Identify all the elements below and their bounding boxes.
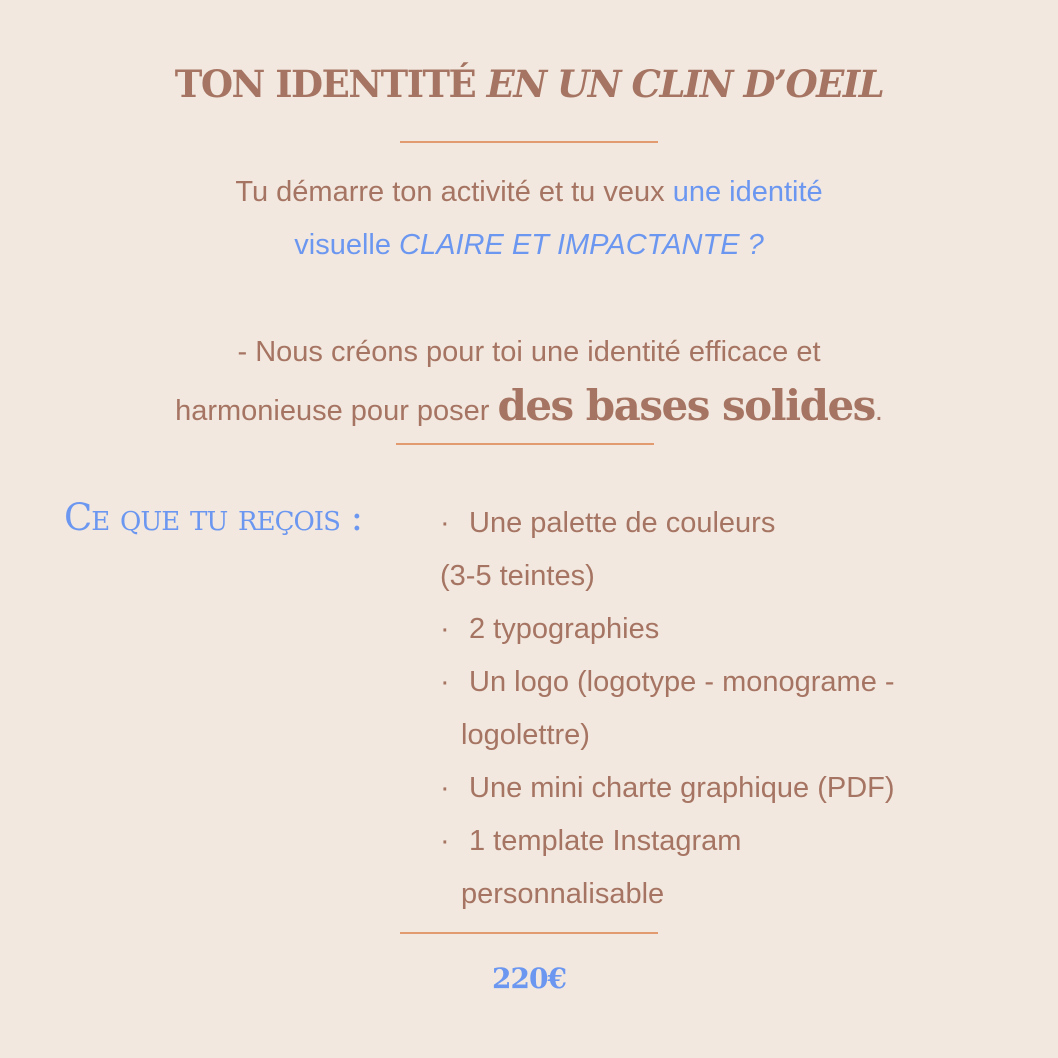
list-item-text: Une palette de couleurs bbox=[469, 507, 776, 539]
divider-bottom bbox=[400, 932, 658, 934]
list-item bbox=[440, 815, 895, 868]
description-end: . bbox=[874, 395, 883, 427]
page-title bbox=[0, 62, 1058, 106]
intro-accent: une identité bbox=[672, 176, 823, 208]
bullet-icon: · bbox=[440, 666, 450, 698]
list-item-text: Un logo (logotype - monograme - bbox=[469, 666, 895, 698]
intro-accent-2: visuelle bbox=[294, 229, 391, 261]
deliverables-list bbox=[440, 497, 895, 921]
list-item bbox=[440, 762, 895, 815]
bullet-icon: · bbox=[440, 825, 450, 857]
list-item-text: 2 typographies bbox=[469, 613, 660, 645]
intro-line-1 bbox=[0, 166, 1058, 219]
list-item-text: 1 template Instagram bbox=[469, 825, 742, 857]
list-item-text: Une mini charte graphique (PDF) bbox=[469, 772, 895, 804]
bullet-icon: · bbox=[440, 507, 450, 539]
description-text bbox=[0, 326, 1058, 438]
price: 220€ bbox=[492, 962, 566, 995]
bullet-icon: · bbox=[440, 613, 450, 645]
description-line-1: - Nous créons pour toi une identité efficace et bbox=[237, 336, 821, 368]
section-heading: Ce que tu reçois : bbox=[64, 496, 363, 539]
list-item-continuation: (3-5 teintes) bbox=[440, 560, 595, 592]
list-item-continuation: personnalisable bbox=[461, 878, 665, 910]
intro-italic: CLAIRE ET IMPACTANTE ? bbox=[399, 229, 764, 261]
list-item bbox=[440, 603, 895, 656]
divider-top bbox=[400, 141, 658, 143]
description-plain: harmonieuse pour poser bbox=[175, 395, 490, 427]
intro-text bbox=[0, 166, 1058, 272]
divider-middle bbox=[396, 443, 654, 445]
list-item bbox=[440, 497, 895, 550]
description-emphasis: des bases solides bbox=[497, 381, 875, 430]
bullet-icon: · bbox=[440, 772, 450, 804]
description-line-2 bbox=[0, 379, 1058, 438]
title-part1: TON IDENTITÉ bbox=[174, 62, 476, 106]
title-part2: EN UN CLIN D’OEIL bbox=[486, 62, 884, 106]
list-item-continuation: logolettre) bbox=[461, 719, 590, 751]
intro-line-2 bbox=[0, 219, 1058, 272]
intro-plain: Tu démarre ton activité et tu veux bbox=[235, 176, 665, 208]
list-item bbox=[440, 656, 895, 709]
